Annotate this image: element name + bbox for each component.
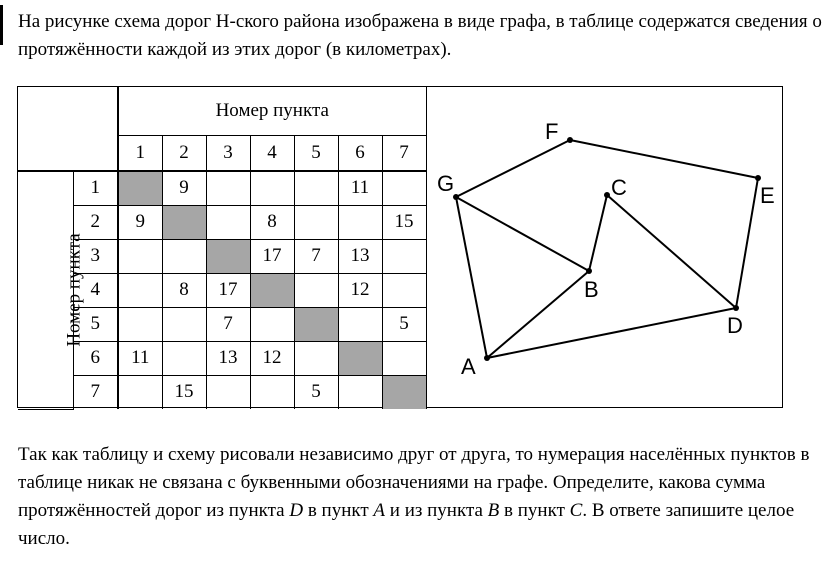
distance-cell — [382, 341, 426, 375]
distance-cell — [250, 171, 294, 205]
distance-cell: 13 — [206, 341, 250, 375]
vertex-label-d: D — [727, 313, 743, 338]
vertex-dot-f — [567, 137, 573, 143]
point-a: A — [373, 500, 386, 521]
vertex-label-g: G — [437, 171, 455, 196]
column-header: Номер пункта — [118, 87, 426, 135]
figure-box — [17, 86, 783, 408]
distance-cell: 17 — [206, 273, 250, 307]
distance-cell: 8 — [162, 273, 206, 307]
distance-cell — [206, 375, 250, 409]
task-marker — [0, 5, 3, 45]
road-edge-gb — [456, 197, 589, 271]
distance-cell: 15 — [382, 205, 426, 239]
distance-cell: 5 — [382, 307, 426, 341]
diagonal-cell — [162, 205, 206, 239]
distance-cell — [338, 307, 382, 341]
distance-cell — [118, 375, 162, 409]
row-number: 2 — [73, 205, 118, 239]
road-edge-ba — [487, 271, 589, 358]
distance-cell — [206, 205, 250, 239]
column-number: 2 — [162, 135, 206, 171]
distance-cell — [294, 171, 338, 205]
diagonal-cell — [382, 375, 426, 409]
question-part: . В ответе запишите целое число. — [18, 500, 795, 549]
graph-panel — [426, 87, 783, 407]
table-corner — [18, 87, 118, 171]
row-number: 5 — [73, 307, 118, 341]
vertex-label-f: F — [545, 119, 559, 144]
distance-cell — [294, 273, 338, 307]
distance-cell — [250, 375, 294, 409]
distance-cell: 7 — [206, 307, 250, 341]
distance-cell: 13 — [338, 239, 382, 273]
road-edge-cb — [589, 195, 607, 271]
point-c: C — [569, 500, 583, 521]
vertex-dot-e — [755, 175, 761, 181]
distance-cell — [162, 307, 206, 341]
distance-cell: 12 — [250, 341, 294, 375]
diagonal-cell — [294, 307, 338, 341]
row-number: 7 — [73, 375, 118, 409]
question-part: и из пункта — [385, 500, 488, 521]
distance-cell: 11 — [118, 341, 162, 375]
road-edge-ed — [736, 178, 758, 308]
distance-cell: 5 — [294, 375, 338, 409]
vertex-dot-d — [733, 305, 739, 311]
row-number: 3 — [73, 239, 118, 273]
point-d: D — [289, 500, 304, 521]
distance-cell — [338, 205, 382, 239]
distance-cell: 15 — [162, 375, 206, 409]
column-number: 6 — [338, 135, 382, 171]
road-edge-fe — [570, 140, 758, 178]
vertex-label-b: B — [584, 277, 599, 302]
distance-cell: 8 — [250, 205, 294, 239]
distance-cell — [118, 307, 162, 341]
column-number: 3 — [206, 135, 250, 171]
diagonal-cell — [118, 171, 162, 205]
diagonal-cell — [206, 239, 250, 273]
question-part: в пункт — [499, 500, 570, 521]
distance-cell — [382, 273, 426, 307]
point-b: B — [487, 500, 500, 521]
distance-cell — [294, 205, 338, 239]
road-edge-ga — [456, 197, 487, 358]
distance-cell: 17 — [250, 239, 294, 273]
diagonal-cell — [338, 341, 382, 375]
distance-cell: 12 — [338, 273, 382, 307]
row-header — [18, 171, 85, 409]
distance-cell — [162, 341, 206, 375]
distance-cell — [162, 239, 206, 273]
distance-cell — [118, 239, 162, 273]
row-number: 1 — [73, 171, 118, 205]
table-row — [18, 171, 426, 205]
question-part: Так как таблицу и схему рисовали независимо друг от друга, то нумерация населённых пунктов в таблице никак не связана с буквенными обозначениями на графе. Определите, какова сумма протяжённостей дорог из пункта — [18, 444, 810, 521]
distance-cell — [338, 375, 382, 409]
question-part: в пункт — [303, 500, 374, 521]
column-number: 5 — [294, 135, 338, 171]
distance-table — [18, 87, 427, 410]
road-edge-gf — [456, 140, 570, 197]
vertex-label-a: A — [461, 354, 476, 379]
distance-cell — [382, 239, 426, 273]
vertex-dot-c — [604, 192, 610, 198]
distance-cell — [206, 171, 250, 205]
question-text — [18, 441, 828, 553]
distance-cell: 9 — [118, 205, 162, 239]
distance-cell — [118, 273, 162, 307]
table-row — [18, 375, 426, 409]
row-header-label: Номер пункта — [63, 233, 85, 347]
intro-text: На рисунке схема дорог Н-ского района изображена в виде графа, в таблице содержатся сведения о протяжённости каждой из этих дорог (в километрах). — [18, 11, 822, 60]
road-edge-ad — [487, 308, 736, 358]
row-number: 4 — [73, 273, 118, 307]
column-number: 7 — [382, 135, 426, 171]
distance-cell — [294, 341, 338, 375]
column-number: 4 — [250, 135, 294, 171]
distance-cell — [382, 171, 426, 205]
row-number: 6 — [73, 341, 118, 375]
distance-cell: 9 — [162, 171, 206, 205]
distance-cell — [250, 307, 294, 341]
vertex-label-e: E — [760, 183, 775, 208]
distance-cell: 11 — [338, 171, 382, 205]
road-graph — [427, 87, 783, 407]
column-number: 1 — [118, 135, 162, 171]
vertex-label-c: C — [611, 175, 627, 200]
diagonal-cell — [250, 273, 294, 307]
vertex-dot-a — [484, 355, 490, 361]
road-edge-cd — [607, 195, 736, 308]
distance-cell: 7 — [294, 239, 338, 273]
vertex-dot-b — [586, 268, 592, 274]
